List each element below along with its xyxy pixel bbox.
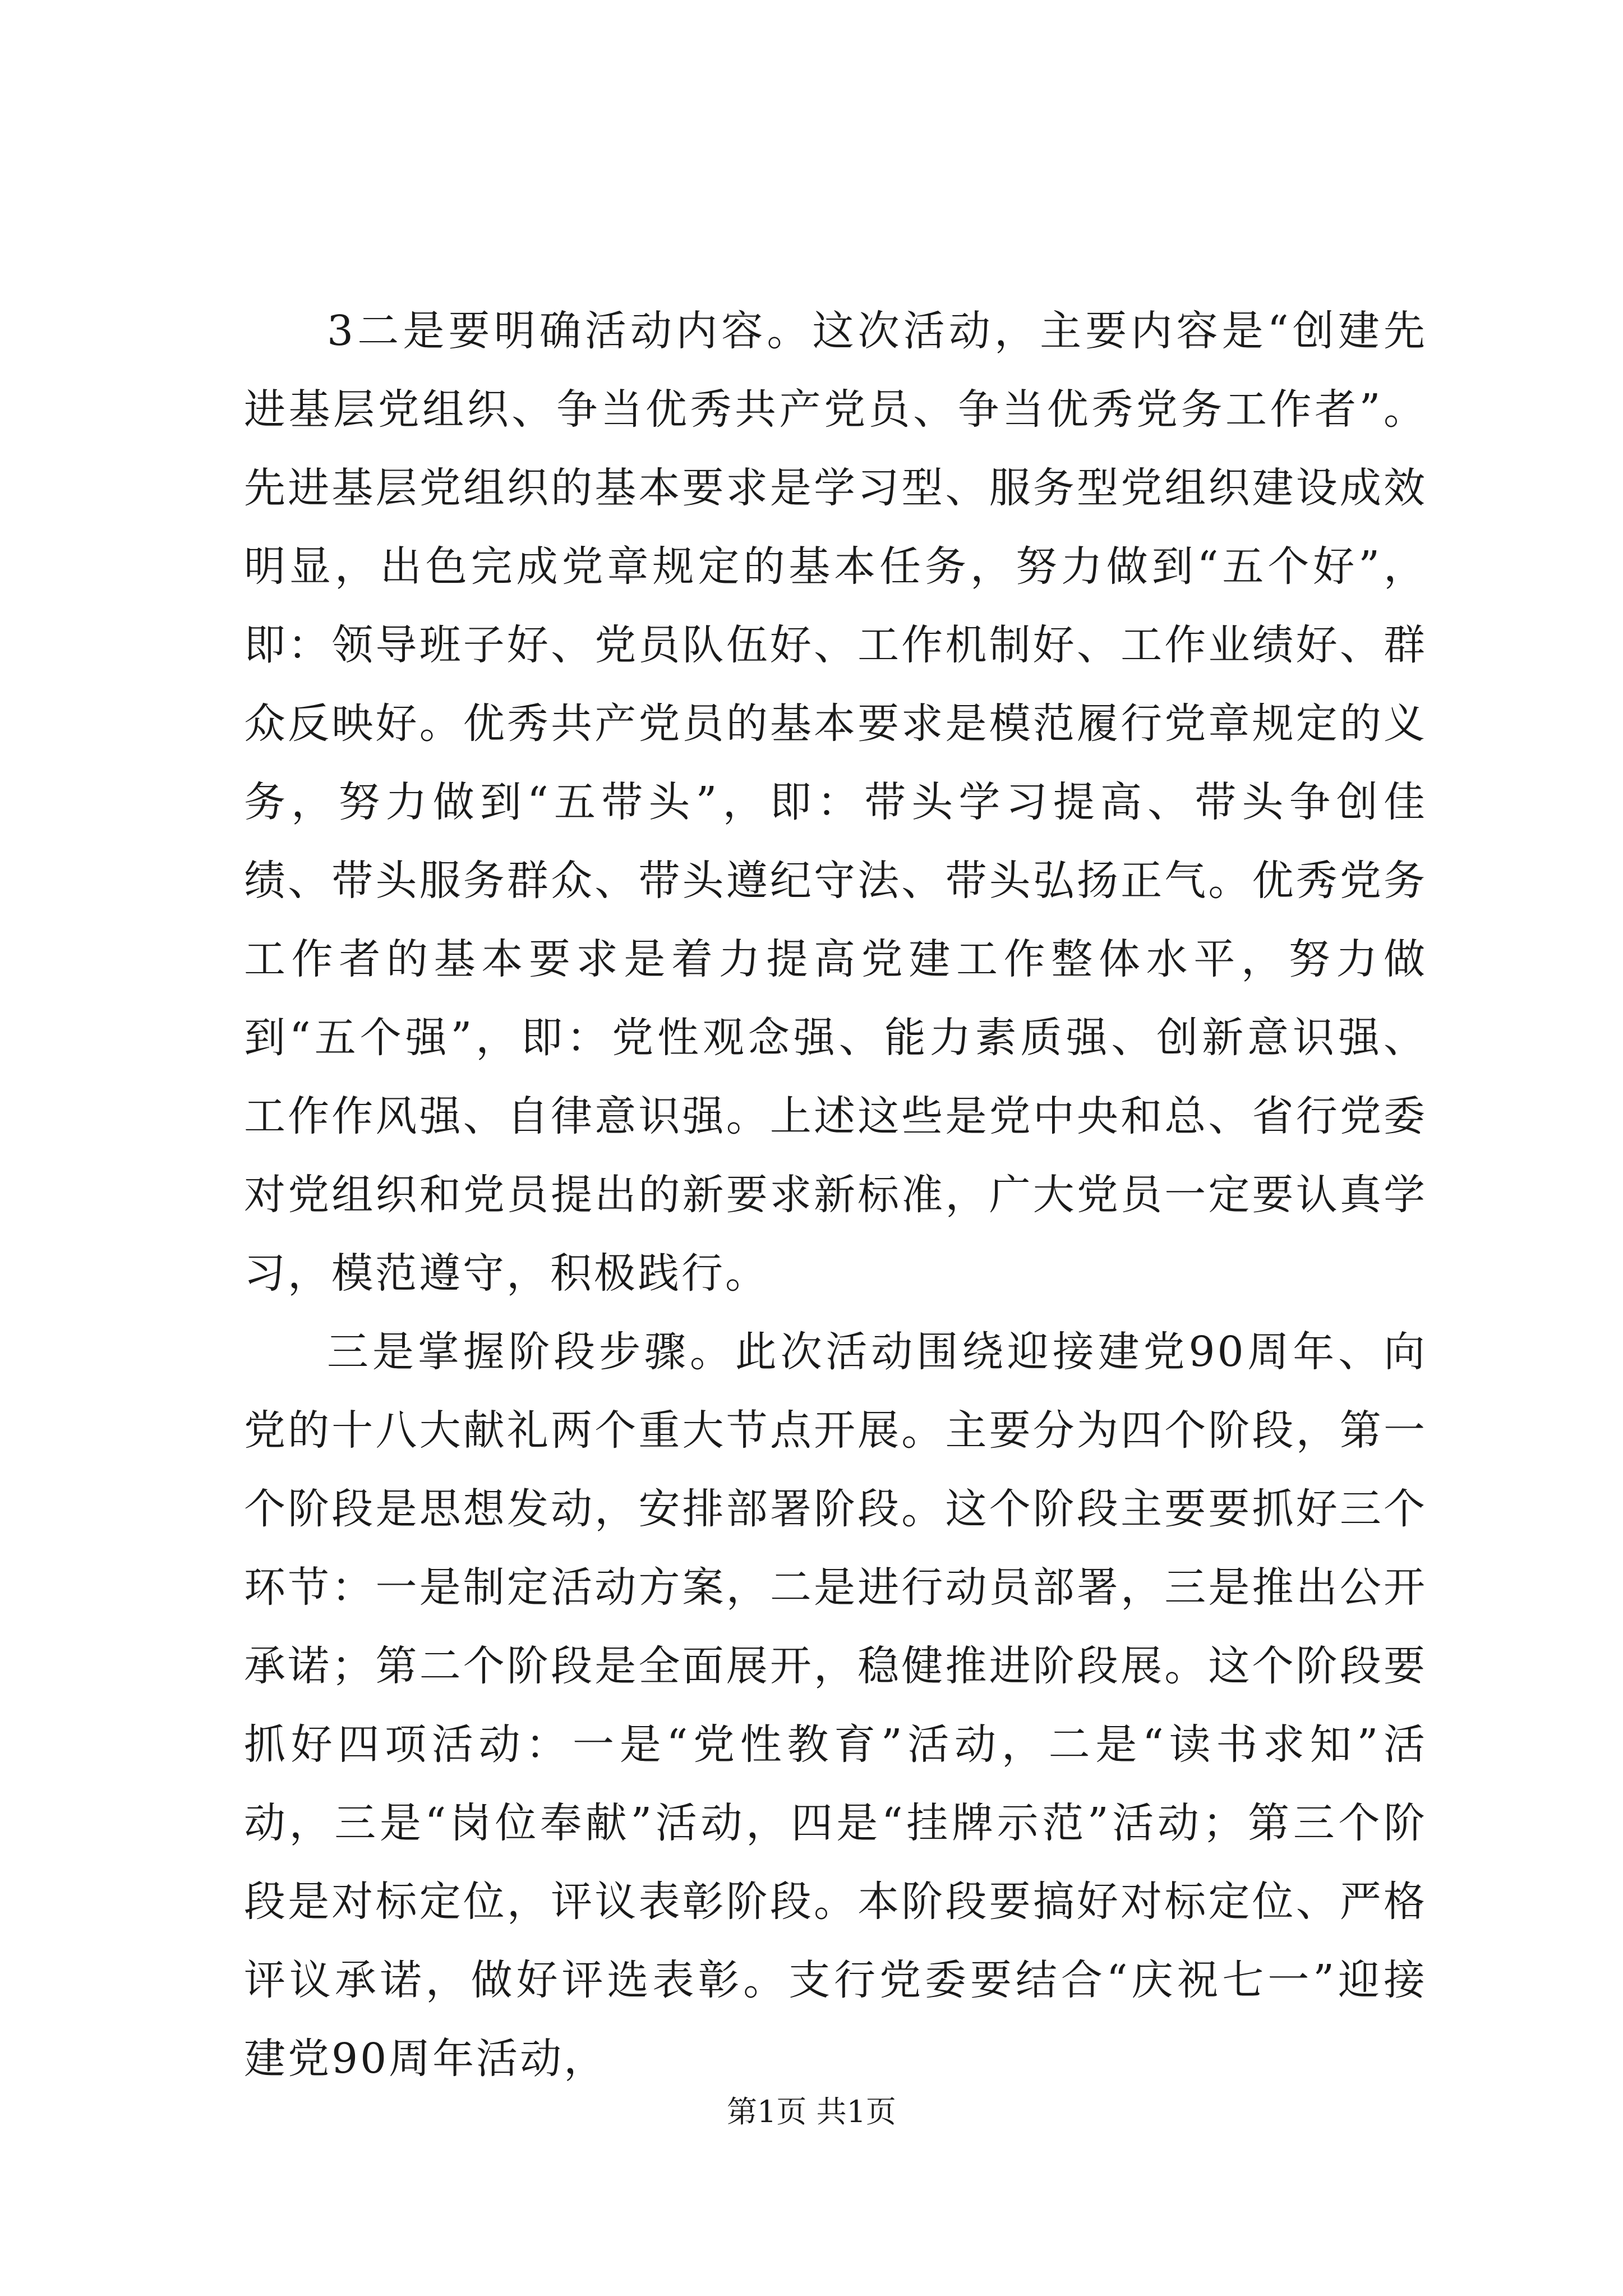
page-footer: 第1页 共1页 — [727, 2094, 896, 2129]
document-body — [244, 292, 1427, 2098]
paragraph-activity-content: 3二是要明确活动内容。这次活动，主要内容是“创建先进基层党组织、争当优秀共产党员、争当优秀党务工作者”。先进基层党组织的基本要求是学习型、服务型党组织建设成效明显，出色完成党章规定的基本任务，努力做到“五个好”，即：领导班子好、党员队伍好、工作机制好、工作业绩好、群众反映好。优秀共产党员的基本要求是模范履行党章规定的义务，努力做到“五带头”，即：带头学习提高、带头争创佳绩、带头服务群众、带头遵纪守法、带头弘扬正气。优秀党务工作者的基本要求是着力提高党建工作整体水平，努力做到“五个强”，即：党性观念强、能力素质强、创新意识强、工作作风强、自律意识强。上述这些是党中央和总、省行党委对党组织和党员提出的新要求新标准，广大党员一定要认真学习，模范遵守，积极践行。 — [244, 307, 1427, 1297]
paragraph-stage-steps: 三是掌握阶段步骤。此次活动围绕迎接建党90周年、向党的十八大献礼两个重大节点开展。主要分为四个阶段，第一个阶段是思想发动，安排部署阶段。这个阶段主要要抓好三个环节：一是制定活动方案，二是进行动员部署，三是推出公开承诺；第二个阶段是全面展开，稳健推进阶段展。这个阶段要抓好四项活动：一是“党性教育”活动，二是“读书求知”活动，三是“岗位奉献”活动，四是“挂牌示范”活动；第三个阶段是对标定位，评议表彰阶段。本阶段要搞好对标定位、严格评议承诺，做好评选表彰。支行党委要结合“庆祝七一”迎接建党90周年活动， — [244, 1328, 1427, 2083]
